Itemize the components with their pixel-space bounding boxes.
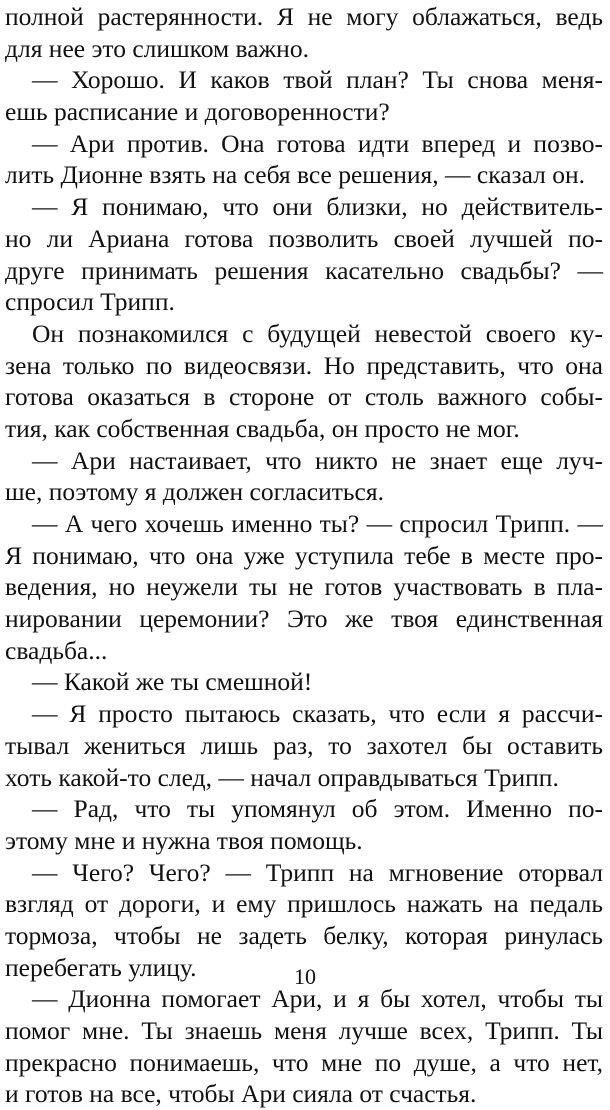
- text-line: — Чего? Чего? — Трипп на мгновение оторвал: [32, 857, 603, 887]
- text-line: помог мне. Ты знаешь меня лучше всех, Трипп. Ты: [5, 1016, 603, 1045]
- text-line: тормоза, чтобы не задеть белку, которая ринулась: [5, 920, 603, 950]
- text-line: — Ари настаивает, что никто не знает еще луч-: [32, 445, 603, 475]
- text-line: но ли Ариана готова позволить своей лучшей по-: [5, 223, 603, 253]
- text-line: прекрасно понимаешь, что мне по душе, а что нет,: [5, 1047, 603, 1077]
- body-text: [5, 1, 603, 1110]
- text-line: — Дионна помогает Ари, и я бы хотел, чтобы ты: [32, 984, 603, 1014]
- page-number: 10: [294, 964, 316, 989]
- text-line: Он познакомился с будущей невестой своего ку-: [32, 318, 603, 348]
- text-line: для нее это слишком важно.: [5, 33, 309, 63]
- text-line: ведения, но неужели ты не готов участвовать в пла-: [5, 572, 603, 602]
- text-line: спросил Трипп.: [5, 287, 175, 317]
- text-line: — Рад, что ты упомянул об этом. Именно по-: [32, 794, 603, 824]
- text-line: ше, поэтому я должен согласиться.: [5, 477, 384, 507]
- text-line: — Я просто пытаюсь сказать, что если я рассчи-: [32, 699, 603, 729]
- text-line: — Какой же ты смешной!: [32, 667, 313, 697]
- text-line: и готов на все, чтобы Ари сияла от счастья.: [5, 1079, 477, 1109]
- text-line: взгляд от дороги, и ему пришлось нажать на педаль: [5, 889, 603, 919]
- text-line: зена только по видеосвязи. Но представить, что она: [5, 350, 603, 380]
- text-line: нировании церемонии? Это же твоя единственная: [5, 604, 603, 634]
- text-line: готова оказаться в стороне от столь важного собы-: [5, 382, 603, 412]
- text-line: перебегать улицу.: [5, 952, 197, 982]
- text-line: — Хорошо. И каков твой план? Ты снова меня-: [32, 65, 603, 95]
- text-line: — Ари против. Она готова идти вперед и позво-: [32, 128, 603, 158]
- text-line: ешь расписание и договоренности?: [5, 97, 390, 127]
- text-line: тия, как собственная свадьба, он просто не мог.: [5, 413, 520, 443]
- text-line: друге принимать решения касательно свадьбы? —: [5, 255, 603, 285]
- text-line: тывал жениться лишь раз, то захотел бы оставить: [5, 730, 603, 760]
- text-line: хоть какой-то след, — начал оправдываться Трипп.: [5, 762, 559, 792]
- text-line: свадьба...: [5, 635, 108, 665]
- text-line: — А чего хочешь именно ты? — спросил Трипп. —: [32, 509, 603, 538]
- text-line: лить Дионне взять на себя все решения, — сказал он.: [5, 160, 586, 190]
- text-line: полной растерянности. Я не могу облажаться, ведь: [5, 2, 603, 31]
- text-line: Я понимаю, что она уже уступила тебе в месте про-: [5, 540, 603, 570]
- text-line: этому мне и нужна твоя помощь.: [5, 825, 363, 855]
- text-line: — Я понимаю, что они близки, но действитель-: [32, 192, 603, 222]
